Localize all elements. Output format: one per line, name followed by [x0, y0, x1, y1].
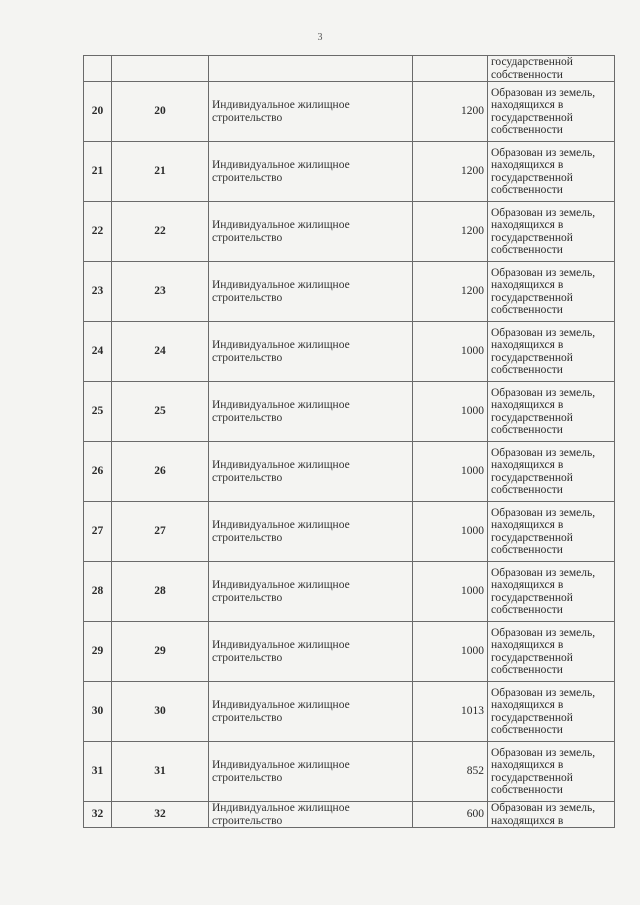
- cell-plot: 31: [112, 742, 209, 802]
- cell-origin: Образован из земель, находящихся в государственной собственности: [488, 682, 615, 742]
- cell-use: Индивидуальное жилищное строительство: [209, 622, 413, 682]
- cell-plot: 28: [112, 562, 209, 622]
- cell-plot: 22: [112, 202, 209, 262]
- cell-area: 1000: [413, 442, 488, 502]
- cell-plot: 26: [112, 442, 209, 502]
- cell-plot: 20: [112, 82, 209, 142]
- table-row: [84, 82, 615, 142]
- cell-no: 28: [84, 562, 112, 622]
- cell-plot: 29: [112, 622, 209, 682]
- cell-origin: Образован из земель, находящихся в государственной собственности: [488, 202, 615, 262]
- cell-no: 23: [84, 262, 112, 322]
- cell-area: [413, 56, 488, 82]
- cell-no: 25: [84, 382, 112, 442]
- cell-use: Индивидуальное жилищное строительство: [209, 742, 413, 802]
- cell-origin: Образован из земель, находящихся в государственной собственности: [488, 82, 615, 142]
- cell-origin: Образован из земель, находящихся в государственной собственности: [488, 502, 615, 562]
- cell-plot: 23: [112, 262, 209, 322]
- cell-use: Индивидуальное жилищное строительство: [209, 382, 413, 442]
- cell-use: Индивидуальное жилищное строительство: [209, 502, 413, 562]
- cell-use: Индивидуальное жилищное строительство: [209, 682, 413, 742]
- cell-origin: Образован из земель, находящихся в государственной собственности: [488, 562, 615, 622]
- cell-plot: 30: [112, 682, 209, 742]
- cell-origin: Образован из земель, находящихся в государственной собственности: [488, 262, 615, 322]
- cell-area: 1000: [413, 562, 488, 622]
- cell-use: Индивидуальное жилищное строительство: [209, 442, 413, 502]
- table-row: [84, 382, 615, 442]
- cell-use: Индивидуальное жилищное строительство: [209, 802, 413, 828]
- cell-origin: государственной собственности: [488, 56, 615, 82]
- cell-no: 24: [84, 322, 112, 382]
- cell-no: 27: [84, 502, 112, 562]
- cell-plot: 27: [112, 502, 209, 562]
- cell-no: 32: [84, 802, 112, 828]
- table-row: [84, 142, 615, 202]
- cell-area: 1013: [413, 682, 488, 742]
- table-body: [84, 56, 615, 828]
- cell-origin: Образован из земель, находящихся в государственной собственности: [488, 322, 615, 382]
- cell-area: 600: [413, 802, 488, 828]
- cell-plot: 24: [112, 322, 209, 382]
- cell-use: Индивидуальное жилищное строительство: [209, 142, 413, 202]
- cell-no: 31: [84, 742, 112, 802]
- cell-origin: Образован из земель, находящихся в государственной собственности: [488, 622, 615, 682]
- cell-origin: Образован из земель, находящихся в государственной собственности: [488, 382, 615, 442]
- table-row: [84, 802, 615, 828]
- table-row: [84, 202, 615, 262]
- cell-no: [84, 56, 112, 82]
- cell-no: 21: [84, 142, 112, 202]
- cell-use: Индивидуальное жилищное строительство: [209, 82, 413, 142]
- cell-no: 26: [84, 442, 112, 502]
- cell-use: Индивидуальное жилищное строительство: [209, 202, 413, 262]
- cell-use: [209, 56, 413, 82]
- cell-area: 852: [413, 742, 488, 802]
- table-row: [84, 742, 615, 802]
- table-row: [84, 562, 615, 622]
- cell-origin: Образован из земель, находящихся в государственной собственности: [488, 142, 615, 202]
- cell-plot: [112, 56, 209, 82]
- table-row: [84, 622, 615, 682]
- land-plots-table: [83, 55, 615, 828]
- cell-no: 30: [84, 682, 112, 742]
- cell-origin: Образован из земель, находящихся в государственной собственности: [488, 442, 615, 502]
- table-row: [84, 502, 615, 562]
- cell-area: 1200: [413, 262, 488, 322]
- cell-area: 1000: [413, 382, 488, 442]
- cell-use: Индивидуальное жилищное строительство: [209, 562, 413, 622]
- table-row-continued: [84, 56, 615, 82]
- cell-area: 1200: [413, 82, 488, 142]
- cell-origin: Образован из земель, находящихся в государственной собственности: [488, 742, 615, 802]
- page-number: 3: [317, 32, 323, 43]
- table-row: [84, 442, 615, 502]
- cell-no: 22: [84, 202, 112, 262]
- table-row: [84, 682, 615, 742]
- cell-use: Индивидуальное жилищное строительство: [209, 322, 413, 382]
- cell-plot: 21: [112, 142, 209, 202]
- table-row: [84, 262, 615, 322]
- cell-area: 1000: [413, 322, 488, 382]
- cell-area: 1200: [413, 142, 488, 202]
- table-row: [84, 322, 615, 382]
- cell-no: 29: [84, 622, 112, 682]
- cell-origin: Образован из земель, находящихся в: [488, 802, 615, 828]
- cell-area: 1000: [413, 502, 488, 562]
- cell-plot: 25: [112, 382, 209, 442]
- cell-area: 1000: [413, 622, 488, 682]
- cell-use: Индивидуальное жилищное строительство: [209, 262, 413, 322]
- cell-plot: 32: [112, 802, 209, 828]
- cell-area: 1200: [413, 202, 488, 262]
- cell-no: 20: [84, 82, 112, 142]
